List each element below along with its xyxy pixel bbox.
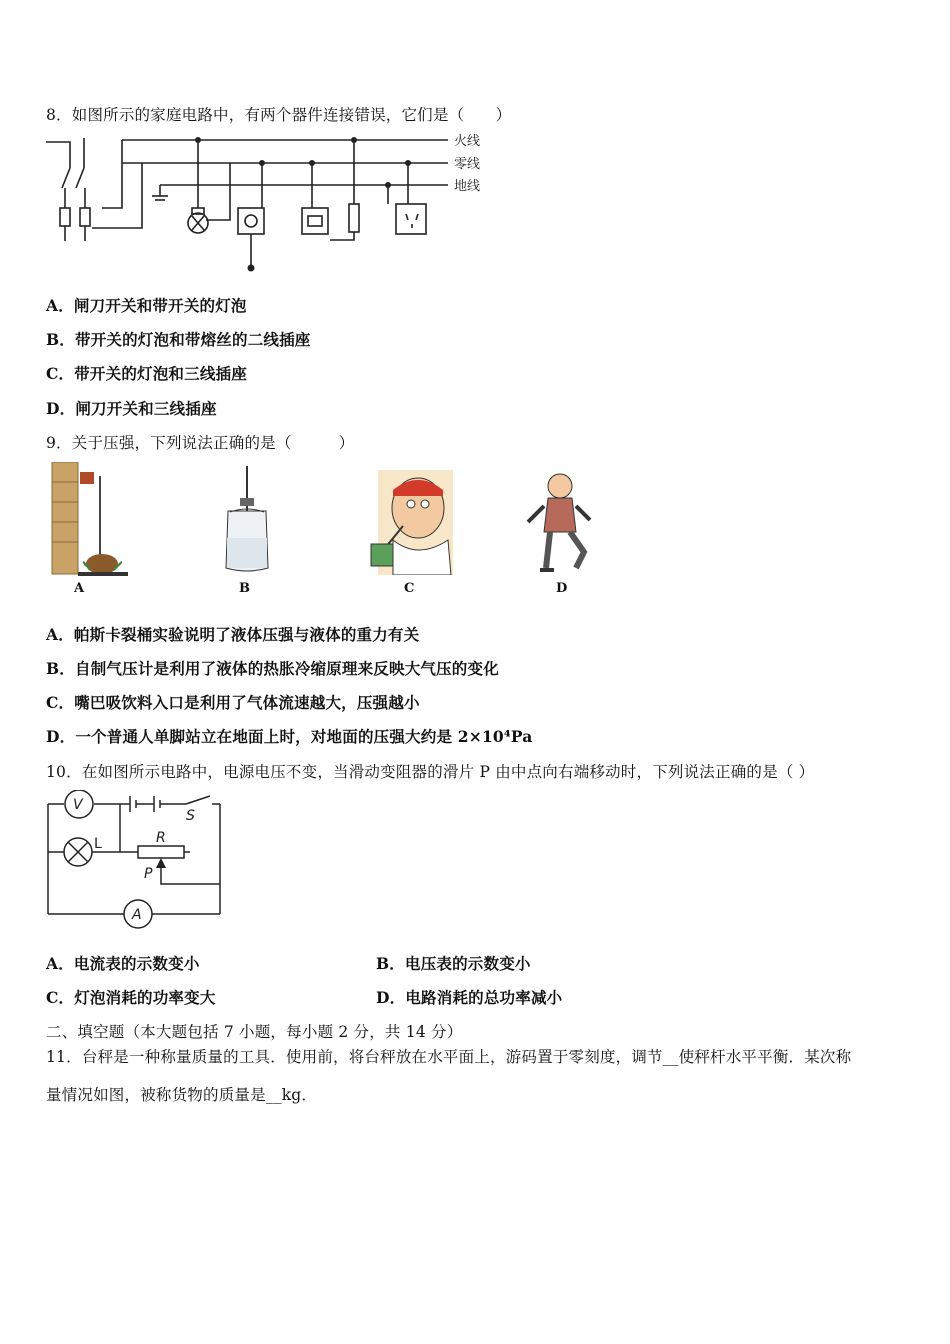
q8-household-circuit-diagram bbox=[40, 128, 490, 278]
earth-wire-label: 地线 bbox=[454, 179, 481, 194]
q10-option-d: D．电路消耗的总功率减小 bbox=[376, 988, 563, 1007]
q9-option-b: B．自制气压计是利用了液体的热胀冷缩原理来反映大气压的变化 bbox=[46, 659, 499, 678]
homemade-barometer-illustration bbox=[222, 466, 272, 576]
q11-line1: 11．台秤是一种称量质量的工具．使用前，将台秤放在水平面上，游码置于零刻度，调节__使秤杆水平平衡．某次称 bbox=[46, 1048, 852, 1066]
switch-label: S bbox=[186, 808, 195, 824]
live-wire-label: 火线 bbox=[454, 134, 481, 149]
q10-option-c: C．灯泡消耗的功率变大 bbox=[46, 988, 216, 1007]
q8-option-c: C．带开关的灯泡和三线插座 bbox=[46, 364, 247, 383]
ammeter-label: A bbox=[132, 907, 142, 923]
straw-drinking-illustration bbox=[363, 470, 458, 575]
pascal-barrel-illustration bbox=[50, 462, 130, 577]
q9-image-label-b: B bbox=[239, 581, 250, 596]
q8-stem: 8．如图所示的家庭电路中，有两个器件连接错误，它们是（ ） bbox=[46, 106, 512, 124]
q9-image-label-c: C bbox=[404, 581, 415, 596]
q10-option-b: B．电压表的示数变小 bbox=[376, 954, 531, 973]
q9-image-label-d: D bbox=[556, 581, 568, 596]
voltmeter-label: V bbox=[73, 797, 83, 813]
q9-option-a: A．帕斯卡裂桶实验说明了液体压强与液体的重力有关 bbox=[46, 625, 420, 644]
person-standing-illustration bbox=[520, 472, 600, 577]
q10-option-a: A．电流表的示数变小 bbox=[46, 954, 200, 973]
q10-circuit-diagram bbox=[40, 790, 230, 935]
q11-line2: 量情况如图，被称货物的质量是__kg． bbox=[46, 1086, 318, 1104]
q10-stem: 10．在如图所示电路中，电源电压不变，当滑动变阻器的滑片 P 由中点向右端移动时，下列说法正确的是（ ） bbox=[46, 763, 815, 781]
q9-option-c: C．嘴巴吸饮料入口是利用了气体流速越大，压强越小 bbox=[46, 693, 420, 712]
q9-option-d: D．一个普通人单脚站立在地面上时，对地面的压强大约是 2×10⁴Pa bbox=[46, 727, 533, 746]
lamp-label: L bbox=[94, 836, 102, 852]
q8-option-d: D．闸刀开关和三线插座 bbox=[46, 399, 217, 418]
q8-option-a: A．闸刀开关和带开关的灯泡 bbox=[46, 296, 247, 315]
q9-stem: 9．关于压强，下列说法正确的是（ ） bbox=[46, 434, 355, 452]
neutral-wire-label: 零线 bbox=[454, 157, 481, 172]
q9-image-label-a: A bbox=[74, 581, 85, 596]
resistor-label: R bbox=[156, 830, 166, 846]
slider-label: P bbox=[144, 866, 153, 882]
section2-heading: 二、填空题（本大题包括 7 小题，每小题 2 分，共 14 分） bbox=[46, 1023, 463, 1041]
q8-option-b: B．带开关的灯泡和带熔丝的二线插座 bbox=[46, 330, 311, 349]
